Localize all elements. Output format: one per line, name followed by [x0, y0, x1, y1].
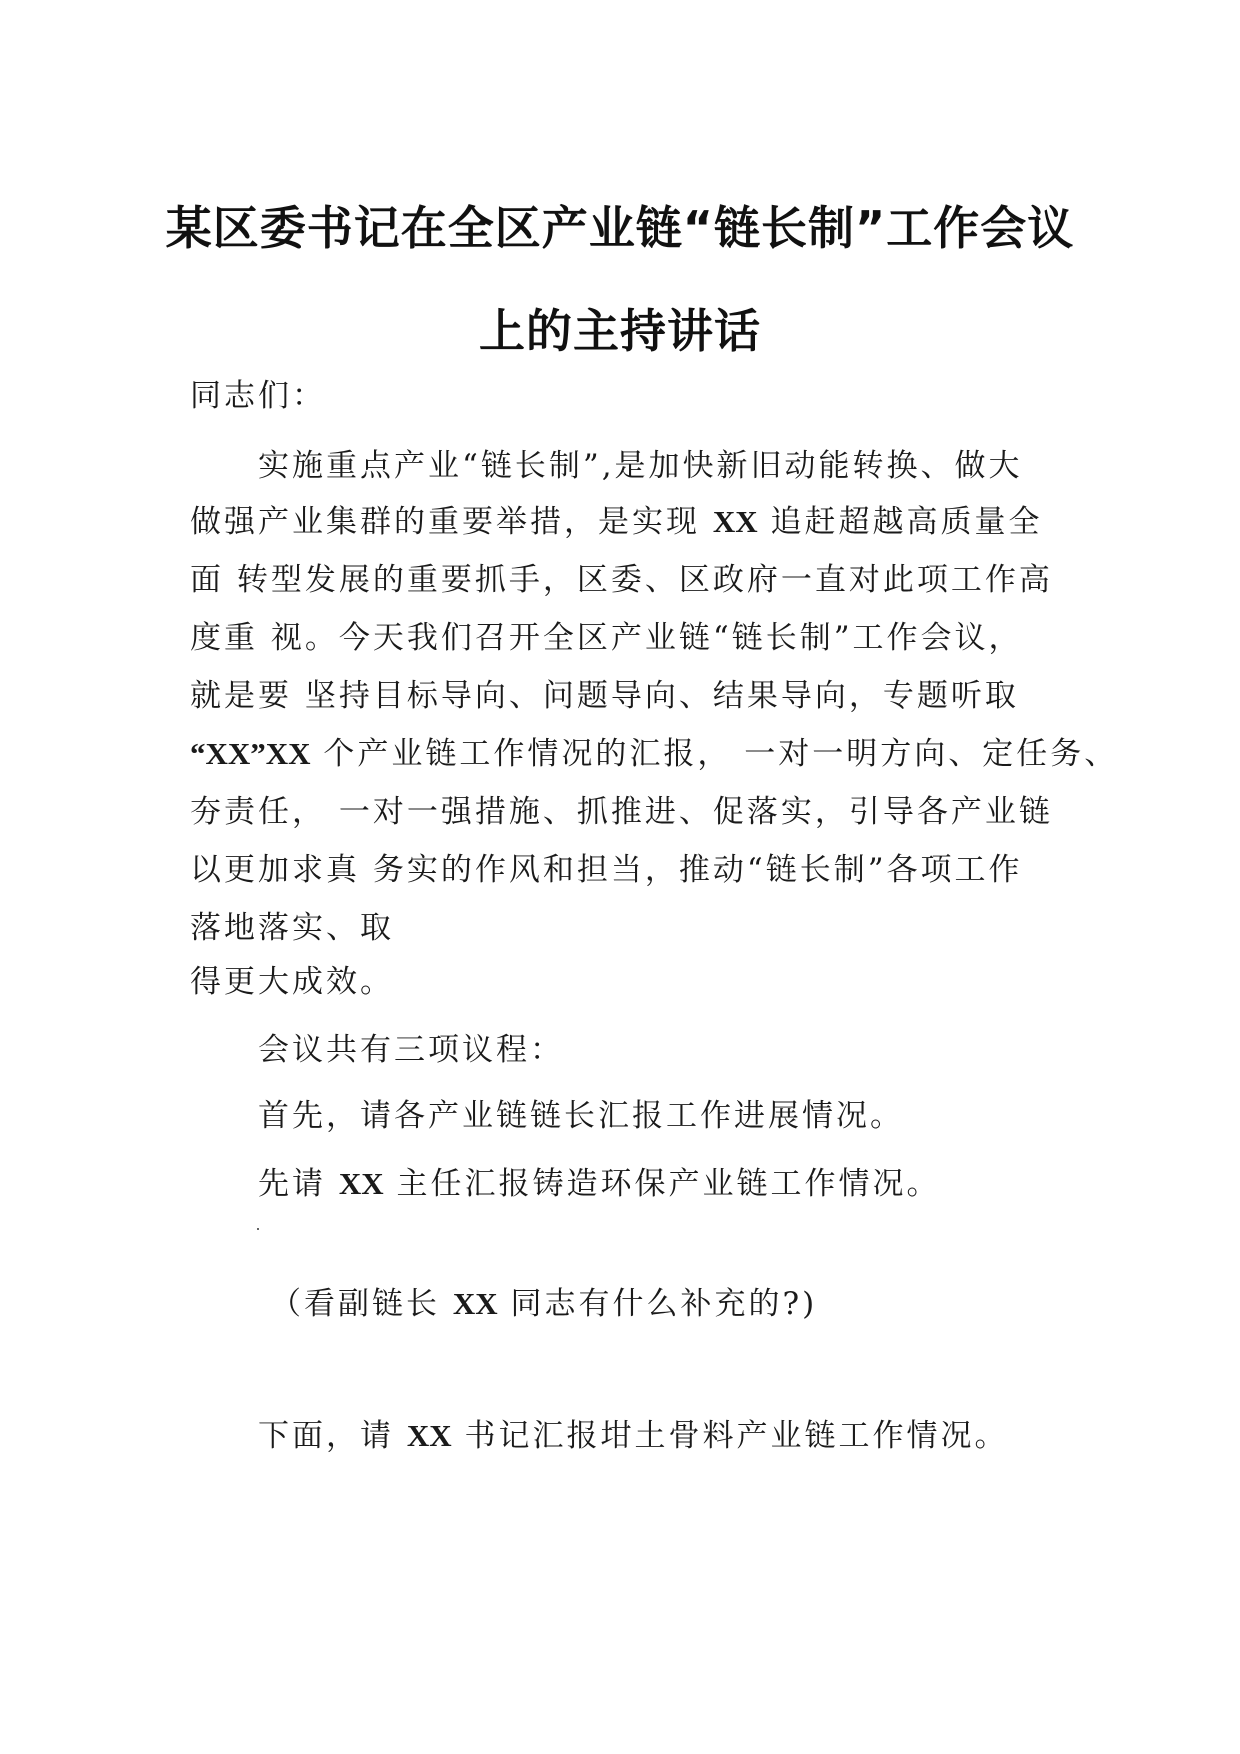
paragraph-1-line-8: 以更加求真 务实的作风和担当，推动“链长制”各项工作 — [190, 852, 1023, 888]
paragraph-1-line-9: 落地落实、取 — [190, 910, 394, 946]
text-run: 追赶超越高质量全 — [757, 504, 1043, 540]
text-run: 书记汇报坩土骨料产业链工作情况。 — [451, 1418, 1009, 1454]
stray-dot-mark — [257, 1228, 259, 1230]
document-title-line-1: 某区委书记在全区产业链“链长制”工作会议 — [165, 201, 1075, 255]
supplement-note — [270, 1284, 817, 1324]
paragraph-1-line-2 — [190, 502, 1043, 542]
paragraph-1-line-6 — [190, 734, 1118, 774]
paragraph-1-line-3: 面 转型发展的重要抓手，区委、区政府一直对此项工作高 — [190, 562, 1053, 598]
report-line-2 — [258, 1416, 1009, 1456]
text-run: （看副链长 — [270, 1286, 453, 1322]
text-run: 做强产业集群的重要举措，是实现 — [190, 504, 713, 540]
agenda-intro: 会议共有三项议程： — [258, 1032, 564, 1068]
paragraph-1-line-1: 实施重点产业“链长制”,是加快新旧动能转换、做大 — [258, 448, 1023, 484]
text-run: 下面，请 — [258, 1418, 407, 1454]
text-run: 个产业链工作情况的汇报， 一对一明方向、定任务、 — [310, 736, 1119, 772]
paragraph-1-line-4: 度重 视。今天我们召开全区产业链“链长制”工作会议， — [190, 620, 1023, 656]
paragraph-1-line-10: 得更大成效。 — [190, 964, 394, 1000]
placeholder-xx: “XX”XX — [190, 736, 311, 771]
placeholder-xx: XX — [712, 504, 758, 539]
text-run: 先请 — [258, 1166, 339, 1202]
placeholder-xx: XX — [406, 1418, 452, 1453]
text-run: 同志有什么补充的?) — [497, 1286, 818, 1322]
text-run: 主任汇报铸造环保产业链工作情况。 — [383, 1166, 941, 1202]
placeholder-xx: XX — [338, 1166, 384, 1201]
report-line-1 — [258, 1164, 941, 1204]
document-title-line-2: 上的主持讲话 — [479, 304, 761, 358]
paragraph-1-line-5: 就是要 坚持目标导向、问题导向、结果导向，专题听取 — [190, 678, 1019, 714]
placeholder-xx: XX — [452, 1286, 498, 1321]
agenda-first: 首先，请各产业链链长汇报工作进展情况。 — [258, 1098, 904, 1134]
paragraph-1-line-7: 夯责任， 一对一强措施、抓推进、促落实，引导各产业链 — [190, 794, 1053, 830]
greeting: 同志们： — [190, 378, 326, 414]
